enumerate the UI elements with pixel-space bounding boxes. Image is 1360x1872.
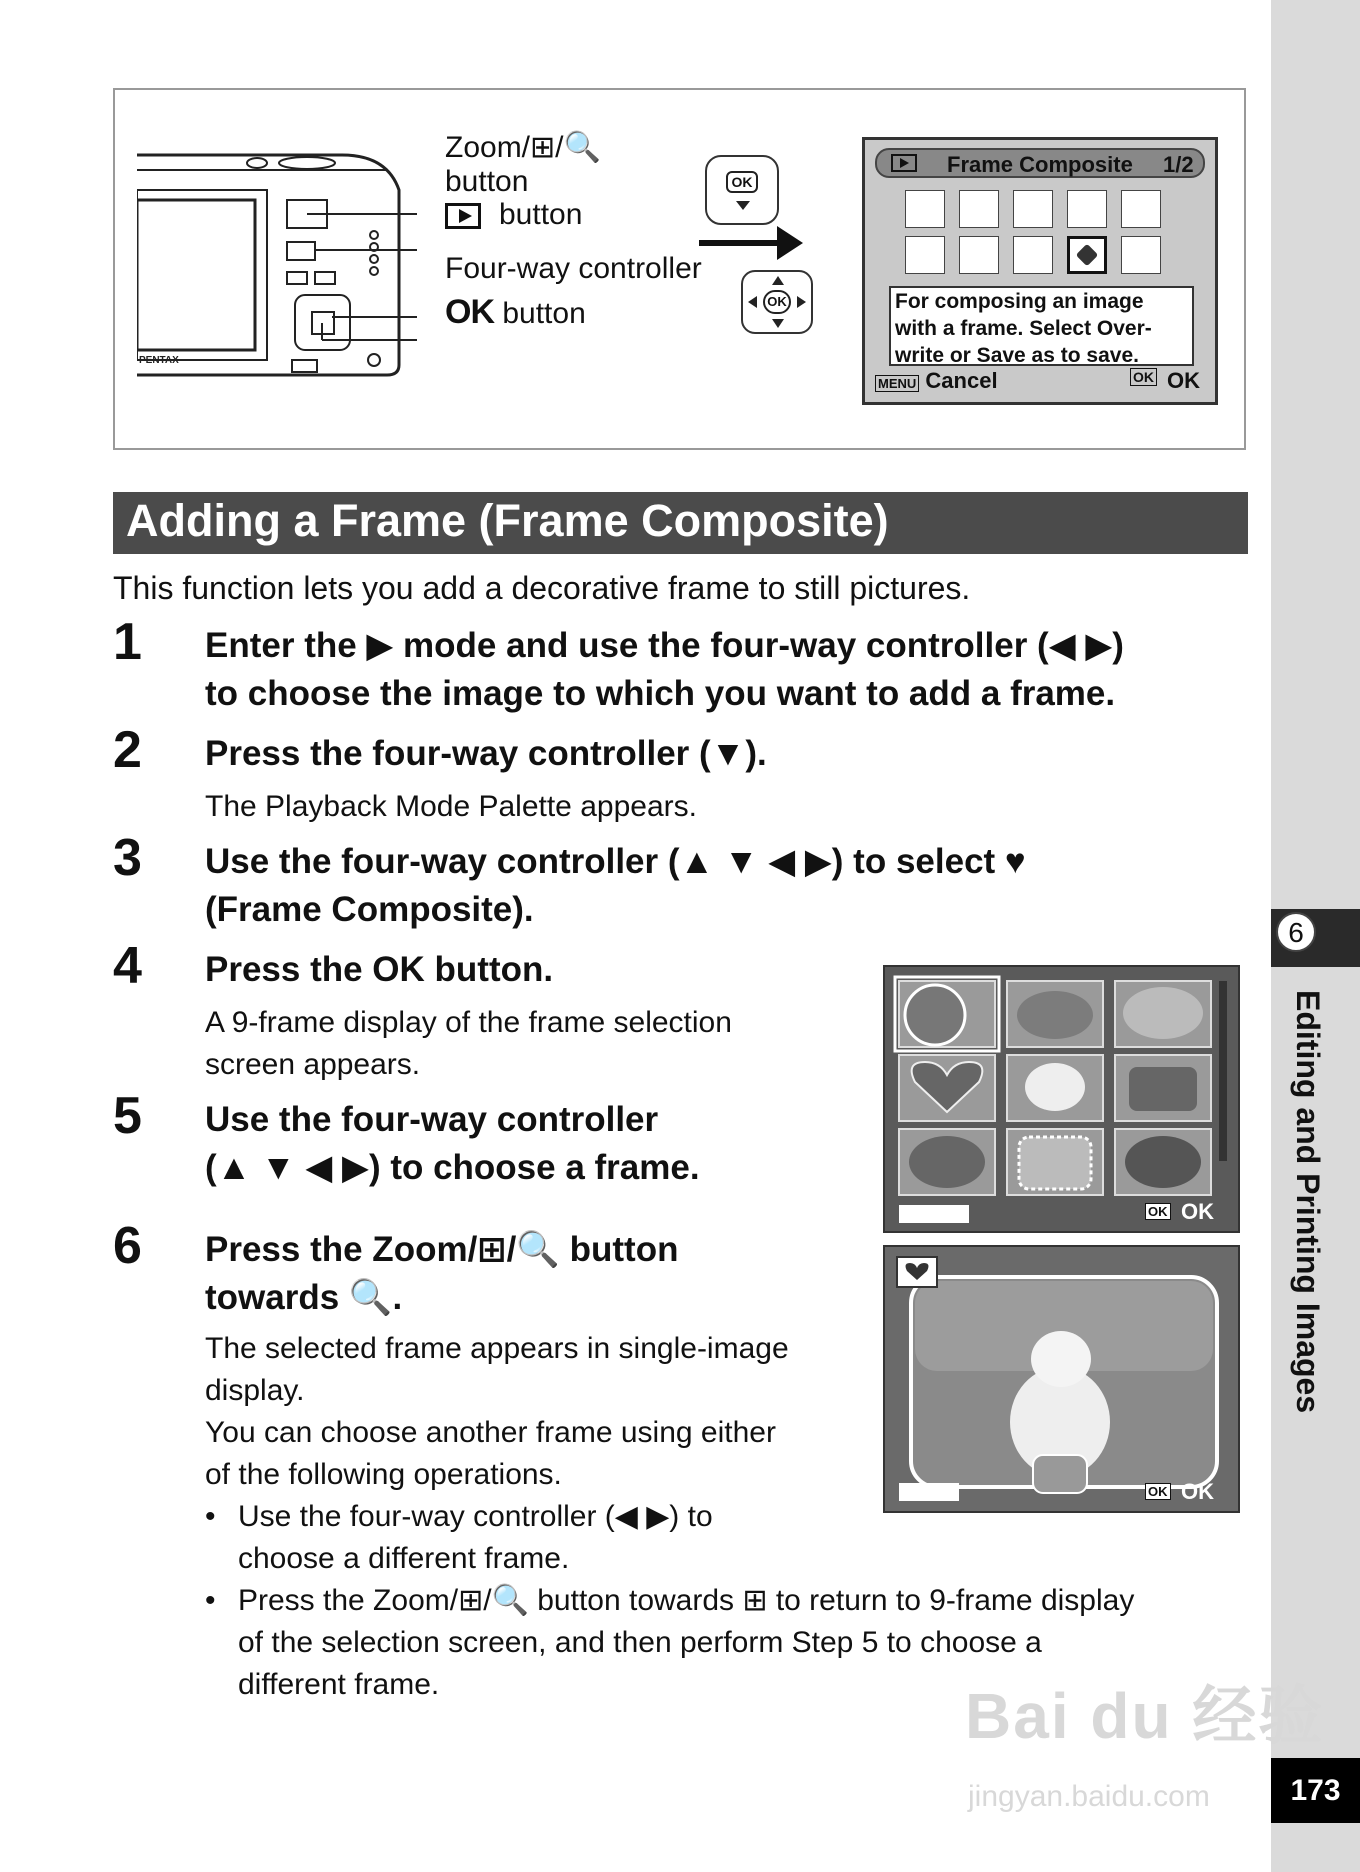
zoom-button-label-2: button xyxy=(445,165,529,198)
ok-center-label: OK xyxy=(763,290,791,314)
step-title: Use the four-way controller xyxy=(205,1100,659,1139)
single-frame-screenshot xyxy=(883,1245,1240,1513)
step-body: The Playback Mode Palette appears. xyxy=(205,790,697,823)
step-title: towards 🔍. xyxy=(205,1278,403,1317)
bullet-text: of the selection screen, and then perform Step 5 to choose a xyxy=(238,1626,1042,1659)
step-title: Enter the ▶ mode and use the four-way controller (◀ ▶) xyxy=(205,626,1124,665)
bullet-text: different frame. xyxy=(238,1668,440,1701)
step-number: 3 xyxy=(113,829,142,887)
playback-icon xyxy=(891,154,917,172)
four-way-icon xyxy=(741,270,813,334)
playback-button-label: button xyxy=(499,198,583,231)
nine-frame-screenshot xyxy=(883,965,1240,1233)
watermark-url: jingyan.baidu.com xyxy=(968,1780,1210,1813)
bullet-marker: • xyxy=(205,1500,216,1533)
zoom-button-label: Zoom/⊞/🔍 xyxy=(445,131,601,164)
step-number: 2 xyxy=(113,721,142,779)
sound-icon xyxy=(905,190,945,228)
movie-edit-icon xyxy=(1013,236,1053,274)
section-title: Adding a Frame (Frame Composite) xyxy=(126,495,889,546)
ok-press-icon xyxy=(705,155,779,225)
camera-brand: PENTAX xyxy=(139,355,179,366)
ok-label: OK xyxy=(1181,1479,1214,1504)
ok-button-text: button xyxy=(502,297,586,330)
chapter-title: Editing and Printing Images xyxy=(1290,990,1326,1414)
bullet-marker: • xyxy=(205,1584,216,1617)
cancel-label: Cancel xyxy=(925,368,998,393)
step-title: Press the OK button. xyxy=(205,950,554,989)
playback-icon xyxy=(445,203,481,229)
step-number: 6 xyxy=(113,1217,142,1275)
palette-header xyxy=(875,148,1205,178)
playback-palette-screen xyxy=(862,137,1218,405)
step-title: Press the four-way controller (▼). xyxy=(205,734,767,773)
step-title: Use the four-way controller (▲ ▼ ◀ ▶) to select ♥ xyxy=(205,842,1026,881)
filter-icon xyxy=(959,236,999,274)
ok-label: OK xyxy=(1167,368,1200,393)
slideshow-icon xyxy=(959,190,999,228)
step-body: screen appears. xyxy=(205,1048,421,1081)
step-body: The selected frame appears in single-image xyxy=(205,1332,789,1365)
step-title: (Frame Composite). xyxy=(205,890,534,929)
arrow-head-icon xyxy=(777,226,803,260)
menu-key: MENU xyxy=(875,375,919,392)
step-number: 1 xyxy=(113,613,142,671)
palette-page: 1/2 xyxy=(1163,152,1194,177)
step-body: of the following operations. xyxy=(205,1458,562,1491)
bullet-text: Use the four-way controller (◀ ▶) to xyxy=(238,1500,713,1533)
palette-help-text xyxy=(889,286,1194,366)
step-title: to choose the image to which you want to add a frame. xyxy=(205,674,1116,713)
step-number: 4 xyxy=(113,937,142,995)
copy-icon xyxy=(1121,190,1161,228)
four-way-controller-label: Four-way controller xyxy=(445,252,702,285)
watermark-text: Bai du 经验 xyxy=(965,1680,1325,1752)
rotate-icon xyxy=(905,236,945,274)
ok-label: OK xyxy=(1181,1199,1214,1224)
nine-frame-grid xyxy=(885,967,1238,1231)
frame-composite-icon xyxy=(1067,236,1107,274)
arrow-right-icon xyxy=(699,240,779,246)
help-line-2: with a frame. Select Over- xyxy=(895,317,1152,340)
bullet-text: Press the Zoom/⊞/🔍 button towards ⊞ to return to 9-frame display xyxy=(238,1584,1135,1617)
bullet-text: choose a different frame. xyxy=(238,1542,570,1575)
resize-icon xyxy=(1013,190,1053,228)
intro-text: This function lets you add a decorative frame to still pictures. xyxy=(113,570,971,606)
ok-key: OK xyxy=(1145,1203,1171,1220)
ok-button-label xyxy=(445,293,586,332)
step-title: Press the Zoom/⊞/🔍 button xyxy=(205,1230,679,1269)
palette-footer xyxy=(875,368,1205,396)
camera-back-illustration xyxy=(137,150,417,390)
palette-title: Frame Composite xyxy=(947,152,1133,177)
ok-key: OK xyxy=(1130,368,1157,386)
step-title: (▲ ▼ ◀ ▶) to choose a frame. xyxy=(205,1148,700,1187)
red-eye-icon xyxy=(1121,236,1161,274)
step-number: 5 xyxy=(113,1087,142,1145)
page-number: 173 xyxy=(1271,1758,1360,1823)
step-body: display. xyxy=(205,1374,305,1407)
cropping-icon xyxy=(1067,190,1107,228)
step-body: A 9-frame display of the frame selection xyxy=(205,1006,732,1039)
ok-key: OK xyxy=(1145,1483,1171,1500)
step-body: You can choose another frame using either xyxy=(205,1416,776,1449)
help-line-3: write or Save as to save. xyxy=(895,344,1139,367)
framed-dog-photo xyxy=(885,1247,1238,1511)
chapter-number: 6 xyxy=(1276,912,1316,952)
help-line-1: For composing an image xyxy=(895,290,1144,313)
ok-bold-text: OK xyxy=(445,293,494,331)
ok-key-label: OK xyxy=(726,171,758,193)
